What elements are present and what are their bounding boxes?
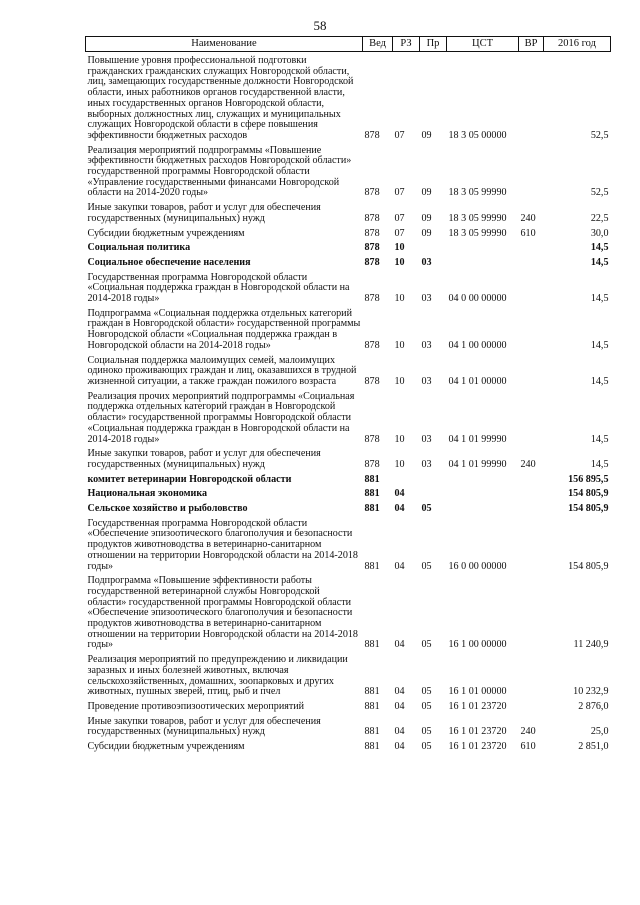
table-row — [86, 471, 611, 486]
row-cst — [447, 239, 519, 254]
row-rz: 10 — [394, 256, 405, 268]
row-vr — [519, 485, 544, 500]
row-rz: 04 — [394, 560, 405, 572]
row-rz: 04 — [394, 686, 405, 698]
table-row — [86, 713, 611, 738]
row-name: Проведение противоэпизоотических мероприятий — [87, 700, 305, 712]
row-pr — [420, 239, 447, 254]
row-cst: 18 3 05 99990 — [448, 187, 507, 199]
row-vr — [519, 142, 544, 200]
row-ved: 878 — [364, 375, 380, 387]
row-sum: 30,0 — [590, 227, 609, 239]
row-ved: 878 — [364, 129, 380, 141]
row-rz — [393, 471, 420, 486]
row-ved: 878 — [364, 293, 380, 305]
row-vr — [519, 698, 544, 713]
row-vr — [519, 471, 544, 486]
row-pr — [420, 485, 447, 500]
row-rz: 04 — [394, 503, 405, 515]
row-vr — [519, 500, 544, 515]
row-sum: 14,5 — [590, 256, 609, 268]
row-ved: 878 — [364, 242, 380, 254]
row-pr: 03 — [421, 433, 432, 445]
row-vr — [519, 305, 544, 352]
row-sum: 14,5 — [590, 339, 609, 351]
row-pr: 03 — [421, 256, 432, 268]
row-ved: 881 — [364, 686, 380, 698]
header-name: Наименование — [86, 37, 363, 52]
row-rz: 10 — [394, 433, 405, 445]
row-vr — [519, 254, 544, 269]
row-sum: 14,5 — [590, 293, 609, 305]
row-sum: 14,5 — [590, 458, 609, 470]
row-pr: 09 — [421, 227, 432, 239]
row-ved: 878 — [364, 227, 380, 239]
row-name: Реализация мероприятий по предупреждению и ликвидации заразных и иных болезней животных, включая сельскохозяйственных, домашних, зоопарковых и других животных, пушных зверей, птиц, рыб и пчел — [87, 654, 348, 698]
row-sum: 22,5 — [590, 212, 609, 224]
row-rz: 04 — [394, 639, 405, 651]
row-name: Подпрограмма «Социальная поддержка отдельных категорий граждан в Новгородской области» государственной программы Новгородской области «Социальная поддержка граждан в Новгородской области на 2014-2018 годы» — [87, 307, 361, 351]
row-rz: 04 — [394, 700, 405, 712]
row-cst: 16 1 01 00000 — [448, 686, 507, 698]
row-cst: 04 1 01 99990 — [448, 433, 507, 445]
row-vr — [519, 651, 544, 698]
header-pr: Пр — [420, 37, 447, 52]
row-rz: 10 — [394, 375, 405, 387]
row-cst: 16 0 00 00000 — [448, 560, 507, 572]
header-vr: ВР — [519, 37, 544, 52]
row-ved: 881 — [364, 488, 380, 500]
table-row — [86, 388, 611, 446]
row-pr: 03 — [421, 375, 432, 387]
row-pr: 05 — [421, 639, 432, 651]
row-ved: 878 — [364, 339, 380, 351]
row-name: Государственная программа Новгородской области «Социальная поддержка граждан в Новгородской области на 2014-2018 годы» — [87, 271, 350, 305]
row-vr: 610 — [520, 741, 536, 753]
row-rz: 07 — [394, 129, 405, 141]
row-sum: 14,5 — [590, 433, 609, 445]
row-pr: 05 — [421, 726, 432, 738]
row-cst: 04 1 01 00000 — [448, 375, 507, 387]
table-row — [86, 738, 611, 753]
row-pr: 05 — [421, 700, 432, 712]
row-pr: 05 — [421, 503, 432, 515]
row-cst: 04 1 00 00000 — [448, 339, 507, 351]
table-row — [86, 352, 611, 388]
row-name: Государственная программа Новгородской области «Обеспечение эпизоотического благополучия и безопасности продуктов животноводства в ветеринарно-санитарном отношении на территории Новгородской области на 2014-2018 годы» — [87, 517, 358, 572]
header-year: 2016 год — [544, 37, 611, 52]
table-row — [86, 225, 611, 240]
row-rz: 10 — [394, 458, 405, 470]
row-sum: 25,0 — [590, 726, 609, 738]
table-row — [86, 651, 611, 698]
table-row — [86, 199, 611, 224]
row-pr: 05 — [421, 560, 432, 572]
row-ved: 878 — [364, 212, 380, 224]
row-cst: 16 1 01 23720 — [448, 700, 507, 712]
row-sum: 52,5 — [590, 187, 609, 199]
row-cst: 16 1 00 00000 — [448, 639, 507, 651]
row-pr: 03 — [421, 458, 432, 470]
row-name: комитет ветеринарии Новгородской области — [87, 473, 292, 485]
row-vr: 240 — [520, 212, 536, 224]
table-row — [86, 515, 611, 573]
table-row — [86, 254, 611, 269]
row-sum: 14,5 — [590, 375, 609, 387]
table-row — [86, 485, 611, 500]
table-row — [86, 698, 611, 713]
row-cst: 16 1 01 23720 — [448, 741, 507, 753]
table-row — [86, 305, 611, 352]
row-ved: 881 — [364, 560, 380, 572]
table-row — [86, 572, 611, 651]
row-vr — [519, 239, 544, 254]
row-ved: 878 — [364, 187, 380, 199]
row-cst — [447, 471, 519, 486]
row-ved: 881 — [364, 639, 380, 651]
row-name: Иные закупки товаров, работ и услуг для обеспечения государственных (муниципальных) нужд — [87, 715, 321, 738]
row-cst: 04 0 00 00000 — [448, 293, 507, 305]
row-name: Социальное обеспечение населения — [87, 256, 251, 268]
row-name: Социальная политика — [87, 242, 191, 254]
row-cst: 16 1 01 23720 — [448, 726, 507, 738]
row-rz: 10 — [394, 242, 405, 254]
header-ved: Вед — [363, 37, 393, 52]
row-rz: 04 — [394, 741, 405, 753]
row-pr: 09 — [421, 187, 432, 199]
row-cst — [447, 485, 519, 500]
row-rz: 04 — [394, 726, 405, 738]
row-sum: 2 876,0 — [578, 700, 609, 712]
header-cst: ЦСТ — [447, 37, 519, 52]
row-ved: 881 — [364, 473, 380, 485]
table-row — [86, 269, 611, 305]
row-sum: 154 805,9 — [568, 560, 609, 572]
table-row — [86, 52, 611, 142]
row-vr — [519, 388, 544, 446]
row-cst — [447, 254, 519, 269]
table-row — [86, 239, 611, 254]
row-pr — [420, 471, 447, 486]
row-vr — [519, 572, 544, 651]
row-name: Реализация прочих мероприятий подпрограммы «Социальная поддержка отдельных категорий граждан в Новгородской области» государственной программы Новгородской области «Социальная поддержка граждан в Новгородской области на 2014-2018 годы» — [87, 390, 355, 445]
row-name: Иные закупки товаров, работ и услуг для обеспечения государственных (муниципальных) нужд — [87, 448, 321, 470]
row-ved: 878 — [364, 458, 380, 470]
row-pr: 09 — [421, 212, 432, 224]
row-vr: 240 — [520, 726, 536, 738]
row-cst — [447, 500, 519, 515]
table-header-row — [86, 37, 611, 52]
table-row — [86, 500, 611, 515]
row-sum: 154 805,9 — [568, 488, 609, 500]
row-name: Национальная экономика — [87, 488, 208, 500]
row-vr — [519, 52, 544, 142]
row-cst: 18 3 05 99990 — [448, 212, 507, 224]
row-rz: 10 — [394, 339, 405, 351]
row-sum: 10 232,9 — [573, 686, 609, 698]
row-rz: 04 — [394, 488, 405, 500]
table-row — [86, 142, 611, 200]
header-rz: РЗ — [393, 37, 420, 52]
row-rz: 10 — [394, 293, 405, 305]
row-sum: 11 240,9 — [573, 639, 609, 651]
row-ved: 881 — [364, 700, 380, 712]
row-vr — [519, 352, 544, 388]
row-pr: 09 — [421, 129, 432, 141]
row-vr: 240 — [520, 458, 536, 470]
row-rz: 07 — [394, 212, 405, 224]
row-ved: 881 — [364, 503, 380, 515]
row-rz: 07 — [394, 227, 405, 239]
row-vr: 610 — [520, 227, 536, 239]
row-sum: 2 851,0 — [578, 741, 609, 753]
row-ved: 881 — [364, 726, 380, 738]
row-ved: 881 — [364, 741, 380, 753]
row-pr: 05 — [421, 741, 432, 753]
row-name: Подпрограмма «Повышение эффективности работы государственной ветеринарной службы Новгородской области» государственной программы Новгородской области «Обеспечение эпизоотического благополучия и безопасности продуктов животноводства в ветеринарно-санитарном отношении на территории Новгородской области на 2014-2018 годы» — [87, 575, 358, 651]
row-name: Сельское хозяйство и рыболовство — [87, 503, 248, 515]
row-ved: 878 — [364, 256, 380, 268]
row-pr: 03 — [421, 339, 432, 351]
row-pr: 05 — [421, 686, 432, 698]
row-vr — [519, 515, 544, 573]
page-number: 58 — [313, 18, 327, 33]
row-name: Иные закупки товаров, работ и услуг для обеспечения государственных (муниципальных) нужд — [87, 202, 321, 224]
row-name: Повышение уровня профессиональной подготовки гражданских гражданских служащих Новгородской области, лиц, замещающих государственные должности Новгородской области, иных работников органов государственной власти, иных государственных органов Новгородской области, выборных должностных лиц, служащих и муниципальных служащих Новгородской области в сфере повышения эффективности бюджетных расходов — [87, 55, 354, 141]
row-sum: 52,5 — [590, 129, 609, 141]
row-cst: 04 1 01 99990 — [448, 458, 507, 470]
row-cst: 18 3 05 00000 — [448, 129, 507, 141]
row-pr: 03 — [421, 293, 432, 305]
row-sum: 154 805,9 — [568, 503, 609, 515]
row-name: Социальная поддержка малоимущих семей, малоимущих одиноко проживающих граждан и лиц, оказавшихся в трудной жизненной ситуации, а также граждан пожилого возраста — [87, 354, 357, 387]
row-ved: 878 — [364, 433, 380, 445]
budget-table — [85, 36, 611, 753]
row-sum: 156 895,5 — [568, 473, 609, 485]
row-name: Субсидии бюджетным учреждениям — [87, 227, 245, 239]
table-row — [86, 445, 611, 470]
row-vr — [519, 269, 544, 305]
row-cst: 18 3 05 99990 — [448, 227, 507, 239]
row-name: Субсидии бюджетным учреждениям — [87, 741, 245, 753]
row-sum: 14,5 — [590, 242, 609, 254]
row-rz: 07 — [394, 187, 405, 199]
row-name: Реализация мероприятий подпрограммы «Повышение эффективности бюджетных расходов Новгородской области» государственной программы Новгородской области «Управление государственными финансами Новгородской области на 2014-2020 годы» — [87, 144, 352, 199]
